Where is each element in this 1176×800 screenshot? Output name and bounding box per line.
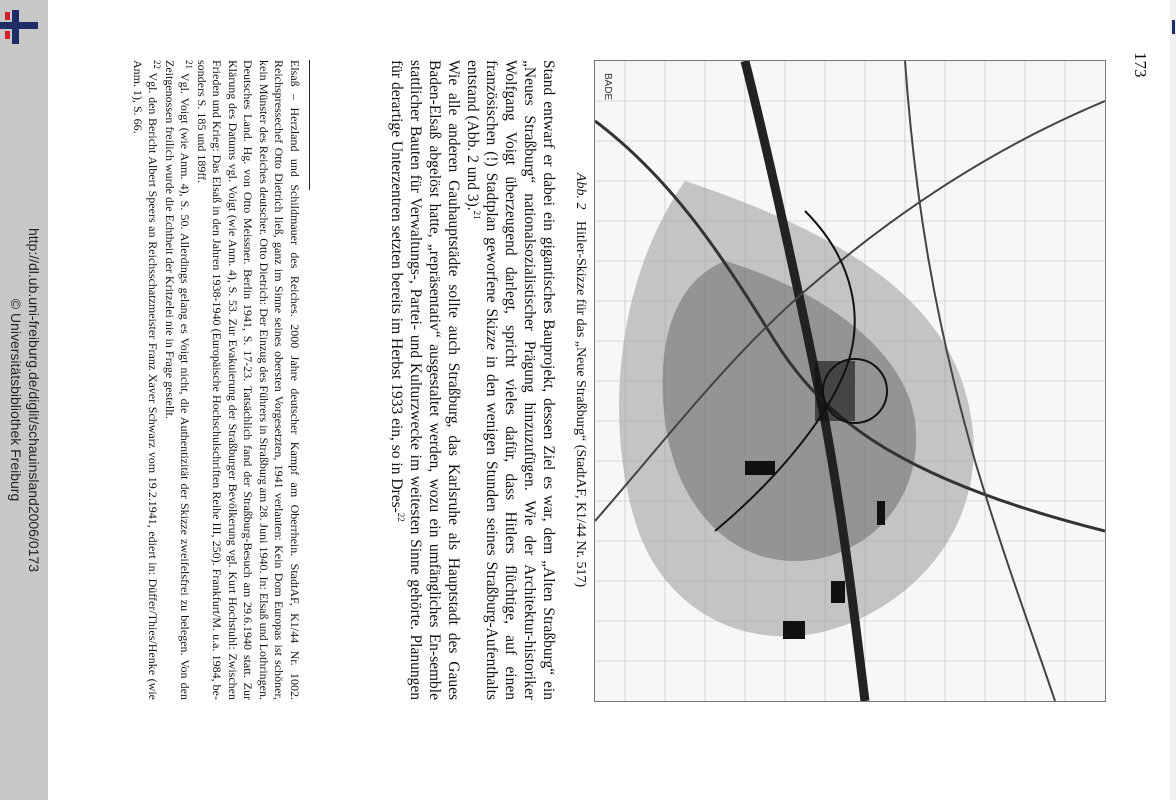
- footnote-22: $^{22}$ Vgl. den Bericht Albert Speers an Reichsschatzmeister Franz Xaver Schwarz vom 19.2.1941, ediert in: Düffer/Thies/Henke (wie Anm. 1), S. 66.: [131, 60, 163, 700]
- footnote-divider: [309, 60, 310, 190]
- city-map-figure: [594, 60, 1106, 702]
- footnote-21: $^{21}$ Vgl. Voigt (wie Anm. 4), S. 50. Allerdings gelang es Voigt nicht, die Authentizität der Skizze zweifelsfrei zu belegen. Von den Zeitgenossen freilich wurde die Echtheit der Kritzelei nie in Frage gestellt.: [163, 60, 195, 700]
- body-paragraph-2: Wie alle anderen Gauhauptstädte sollte auch Straßburg, das Karlsruhe als Hauptstadt des Gaues Baden-Elsaß abgelöst hatte, „repräsentativ“ ausgestaltet werden, wozu ein umfängliches En-semble stattlicher Bauten für Verwaltungs-, Partei- und Kulturzwecke im weitesten Sinne gehörte. Planungen für derartige Unterzentren setzten bereits im Herbst 1933 ein, so in Dres-$^{22}$: [388, 60, 462, 700]
- bookmark-marker-icon: [1172, 20, 1175, 34]
- figure-caption-text: Hitler-Skizze für das „Neue Straßburg“ (StadtAF, K1/44 Nr. 517): [573, 220, 588, 588]
- page-number: 173: [1131, 52, 1150, 78]
- footnote-ref: 21: [472, 210, 483, 220]
- footnotes: [129, 60, 303, 700]
- body-text: [387, 60, 558, 700]
- copyright-notice: © Universitätsbibliothek Freiburg: [8, 298, 24, 502]
- strasbourg-map-sketch: [595, 61, 1105, 701]
- right-edge-strip: [1170, 0, 1176, 800]
- scanned-page: [0, 40, 1160, 760]
- footnote-ref: 22: [396, 512, 407, 522]
- body-paragraph-1: Stand entwarf er dabei ein gigantisches Bauprojekt, dessen Ziel es war, dem „Alten Straßburg“ ein „Neues Straßburg“ nationalsozialistischer Prägung hinzuzufügen. Wie der Architektur-historiker Wolfgang Voigt überzeugend darlegt, spricht vieles dafür, dass Hitlers flüchtige, auf einen französischen (!) Stadtplan geworfene Skizze in den wenigen Stunden seines Straßburg-Aufenthalts entstand (Abb. 2 und 3).$^{21}$: [464, 60, 557, 700]
- figure-label: Abb. 2: [573, 172, 588, 210]
- source-url-link[interactable]: http://dl.ub.uni-freiburg.de/diglit/schauinsland2006/0173: [26, 227, 42, 573]
- map-corner-label: BADE: [602, 73, 613, 101]
- footnote-continuation: Elsaß – Herzland und Schildmauer des Reiches. 2000 Jahre deutscher Kampf am Oberrhein. StadtAF, K1/44 Nr. 1002. Reichspressechef Otto Dietrich ließ, ganz im Sinne seines obersten Vorgesetzten, 1941 verlauten: Kein Dom Europas ist schöner, kein Münster des Reiches deutscher. Otto Dietrich: Der Einzug des Führers in Straßburg am 28. Juni 1940. In: Elsaß und Lothringen. Deutsches Land. Hg. von Otto Meissner. Berlin 1941, S. 17-23. Tatsächlich fand der Straßburg-Besuch am 29.6.1940 statt. Zur Klärung des Datums vgl. Voigt (wie Anm. 4), S. 53. Zur Evakuierung der Straßburger Bevölkerung vgl. Kurt Hochstuhl: Zwischen Frieden und Krieg: Das Elsaß in den Jahren 1938-1940 (Europäische Hochschulschriften Reihe III, 250). Frankfurt/M. u.a. 1984, be-sonders S. 185 und 189ff.: [195, 60, 302, 700]
- figure-caption: [572, 60, 588, 700]
